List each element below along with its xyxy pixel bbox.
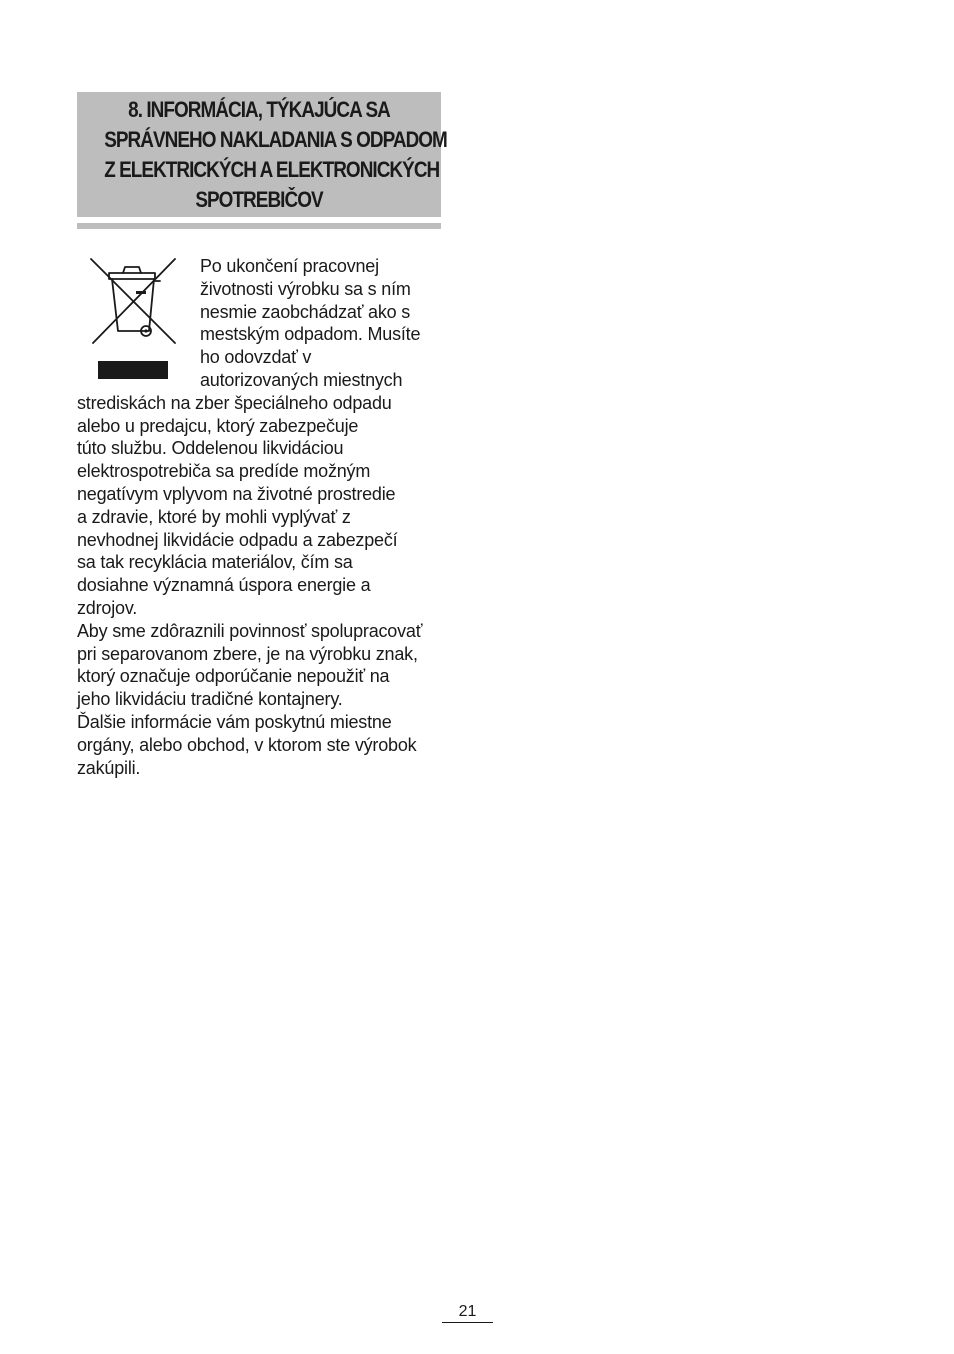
heading-line: 8. INFORMÁCIA, TÝKAJÚCA SA [128,97,390,122]
body-line: ktorý označuje odporúčanie nepoužiť na [77,666,390,687]
weee-section [77,92,447,779]
body-line: Po ukončení pracovnej [200,256,379,276]
body-line: orgány, alebo obchod, v ktorom ste výrobok [77,734,417,755]
body-line: strediskách na zber špeciálneho odpadu [77,392,392,413]
body-line: túto službu. Oddelenou likvidáciou [77,438,344,459]
crossed-out-wheelie-bin-icon [85,257,197,383]
body-line: alebo u predajcu, ktorý zabezpečuje [77,415,359,436]
body-line: pri separovanom zbere, je na výrobku znak, [77,643,418,664]
body-line: Ďalšie informácie vám poskytnú miestne [77,711,392,732]
section-heading [77,92,447,217]
body-text [77,255,441,779]
body-line: elektrospotrebiča sa predíde možným [77,461,371,482]
page-number: 21 [442,1303,493,1323]
body-line: Aby sme zdôraznili povinnosť spolupracovať [77,620,423,641]
heading-underline [77,223,441,229]
body-line: autorizovaných miestnych [200,369,403,390]
body-line: a zdravie, ktoré by mohli vyplývať z [77,506,351,527]
heading-line: SPOTREBIČOV [195,187,323,212]
body-line: nesmie zaobchádzať ako s [200,301,411,322]
body-line: zdrojov. [77,597,138,618]
body-line: negatívym vplyvom na životné prostredie [77,483,396,504]
crossed-out-wheelie-bin-icon-graphic [85,257,197,361]
body-line: nevhodnej likvidácie odpadu a zabezpečí [77,529,398,550]
body-line: jeho likvidáciu tradičné kontajnery. [77,689,343,710]
body-line: dosiahne významná úspora energie a [77,575,371,596]
body-line: životnosti výrobku sa s ním [200,278,411,299]
heading-line: Z ELEKTRICKÝCH A ELEKTRONICKÝCH [104,157,440,182]
heading-line: SPRÁVNEHO NAKLADANIA S ODPADOM [104,127,447,152]
body-line: sa tak recyklácia materiálov, čím sa [77,552,353,573]
body-line: zakúpili. [77,757,141,778]
marking-bar [98,361,168,379]
body-line: ho odovzdať v [200,347,312,368]
body-line: mestským odpadom. Musíte [200,324,421,345]
